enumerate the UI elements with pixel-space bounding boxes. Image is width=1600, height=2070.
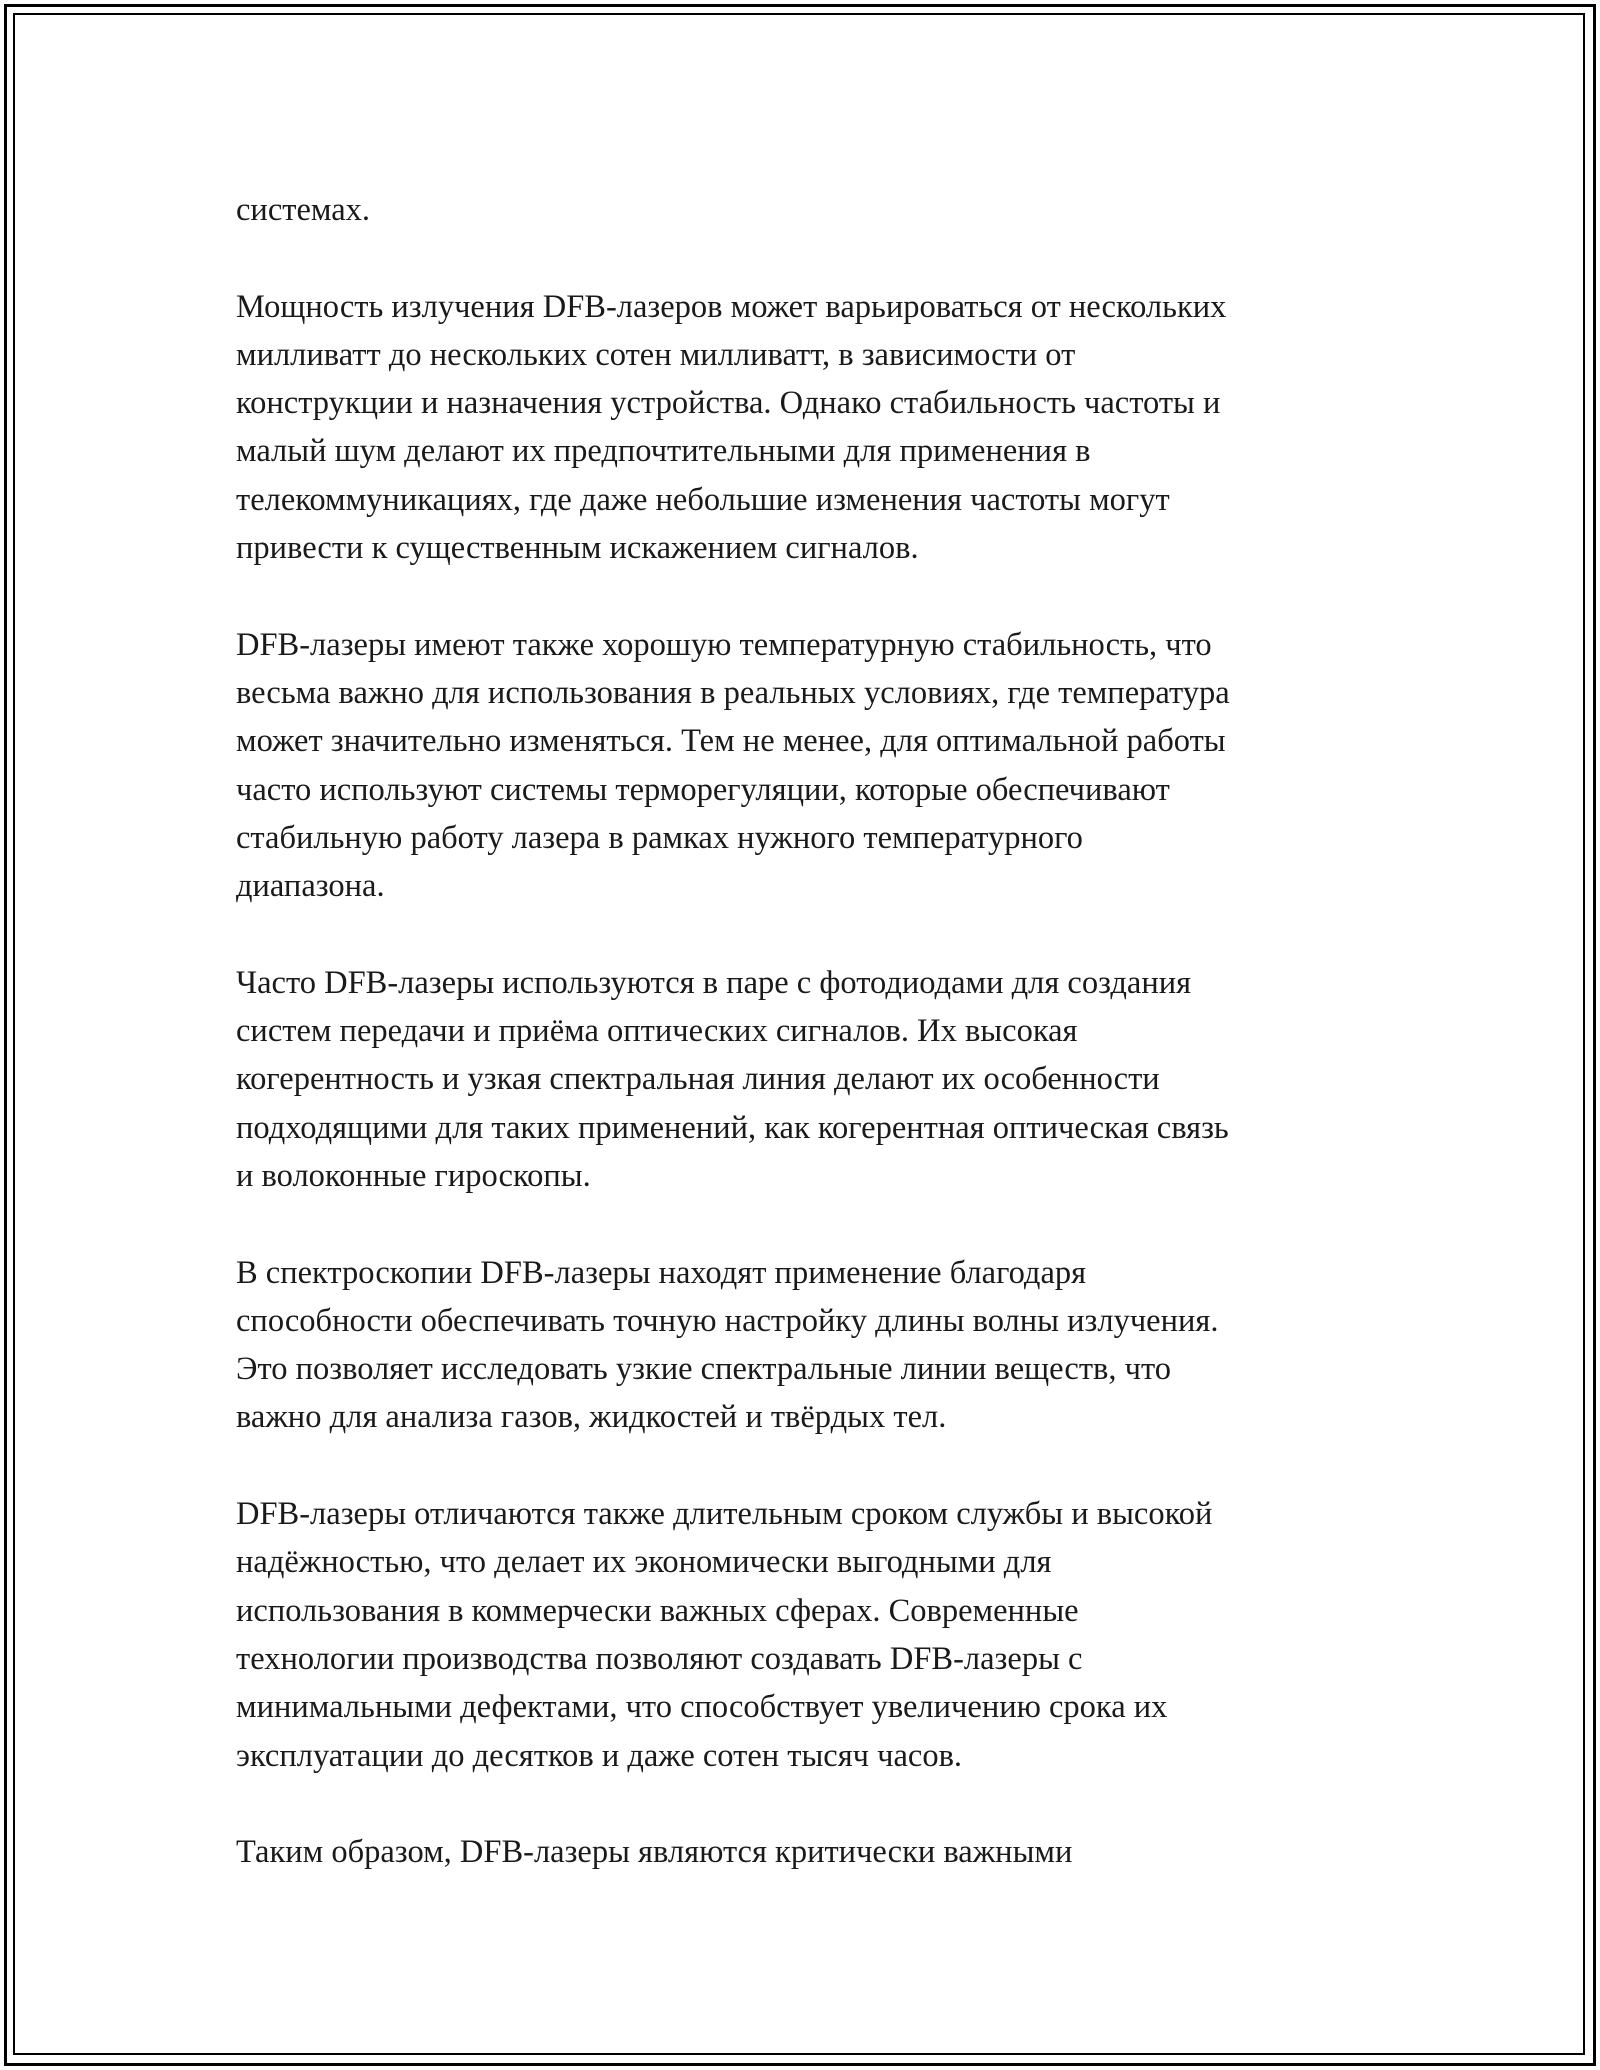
paragraph-4: Часто DFB-лазеры используются в паре с фотодиодами для создания систем передачи и приёма оптических сигналов. Их высокая когерентность и узкая спектральная линия делают их особенности подходящими для таких применений, как когерентная оптическая связь и волоконные гироскопы. (236, 964, 1229, 1194)
paragraph-5: В спектроскопии DFB-лазеры находят применение благодаря способности обеспечивать точную настройку длины волны излучения. Это позволяет исследовать узкие спектральные линии веществ, что важно для анализа газов, жидкостей и твёрдых тел. (236, 1254, 1219, 1436)
paragraph-3: DFB-лазеры имеют также хорошую температурную стабильность, что весьма важно для использования в реальных условиях, где температура может значительно изменяться. Тем не менее, для оптимальной работы часто используют системы терморегуляции, которые обеспечивают стабильную работу лазера в рамках нужного температурного диапазона. (236, 626, 1230, 905)
paragraph-2: Мощность излучения DFB-лазеров может варьироваться от нескольких милливатт до нескольких сотен милливатт, в зависимости от конструкции и назначения устройства. Однако стабильность частоты и малый шум делают их предпочтительными для применения в телекоммуникациях, где даже небольшие изменения частоты могут привести к существенным искажением сигналов. (236, 288, 1227, 567)
paragraph-6: DFB-лазеры отличаются также длительным сроком службы и высокой надёжностью, что делает их экономически выгодными для использования в коммерчески важных сферах. Современные технологии производства позволяют создавать DFB-лазеры с минимальными дефектами, что способствует увеличению срока их эксплуатации до десятков и даже сотен тысяч часов. (236, 1496, 1213, 1774)
paragraph-7: Таким образом, DFB-лазеры являются критически важными (236, 1834, 1073, 1871)
document-body (236, 186, 1386, 1925)
paragraph-1: системах. (236, 192, 371, 228)
